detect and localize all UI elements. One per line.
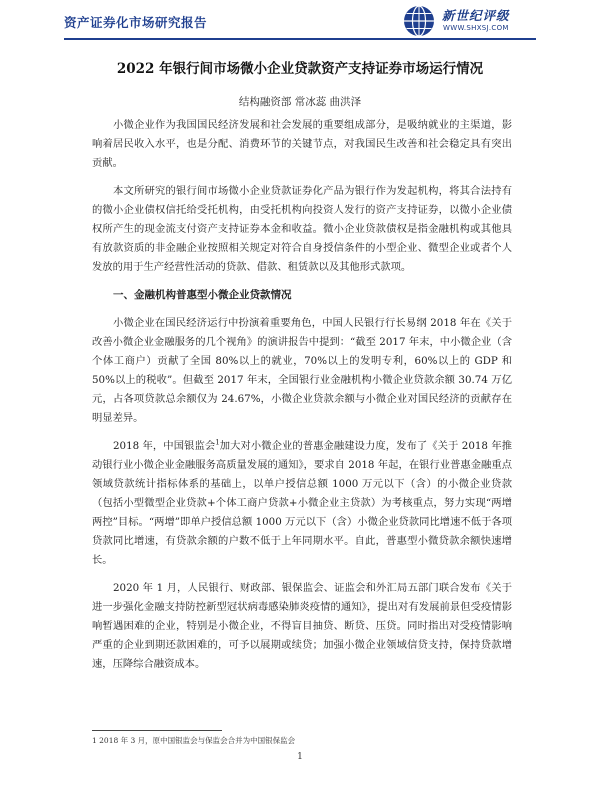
paragraph-scope: 本文所研究的银行间市场微小企业贷款证券化产品为银行作为发起机构，将其合法持有的微小企业债权信托给受托机构，由受托机构向投资人发行的资产支持证券，以微小企业债权所产生的现金流支付资产支持证券本金和收益。微小企业贷款债权是指金融机构或其他具有放款资质的非金融企业按照相关规定对符合自身授信条件的小型企业、微型企业或者个人发放的用于生产经营性活动的贷款、借款、租赁款以及其他形式款项。 xyxy=(92,185,512,273)
footnote-reference[interactable]: 1 xyxy=(215,438,220,447)
document-authors: 结构融资部 常冰蕊 曲洪泽 xyxy=(238,96,362,108)
globe-logo-icon xyxy=(402,4,436,38)
footnote: 1 2018 年 3 月，原中国银监会与保监会合并为中国银保监会 xyxy=(92,736,296,745)
footnote-divider xyxy=(92,730,222,731)
logo-name: 新世纪评级 xyxy=(442,8,510,23)
header-divider xyxy=(64,38,536,40)
logo-url: WWW.SHXSJ.COM xyxy=(443,24,509,32)
paragraph-intro: 小微企业作为我国国民经济发展和社会发展的重要组成部分，是吸纳就业的主渠道，影响着居民收入水平，也是分配、消费环节的关键节点，对我国民生改善和社会稳定具有突出贡献。 xyxy=(92,119,512,169)
paragraph-2020-policy: 2020 年 1 月，人民银行、财政部、银保监会、证监会和外汇局五部门联合发布《关于进一步强化金融支持防控新型冠状病毒感染肺炎疫情的通知》，提出对有发展前景但受疫情影响暂遇困难的企业，特别是小微企业，不得盲目抽贷、断贷、压贷。同时指出对受疫情影响严重的企业到期还款困难的，可予以展期或续贷；加强小微企业领域信贷支持，保持贷款增速，压降综合融资成本。 xyxy=(92,582,512,670)
paragraph-2018-policy xyxy=(92,437,512,570)
paragraph-text: 2018 年，中国银监会 xyxy=(113,440,216,452)
paragraph-text: 加大对小微企业的普惠金融建设力度，发布了《关于 2018 年推动银行业小微企业金融服务高质量发展的通知》，要求自 2018 年起，在银行业普惠金融重点领域贷款统计指标体系的基础上，以单户授信总额 1000 万元以下（含）的小微企业贷款（包括小型微型企业贷款+个体工商户贷款+小微企业主贷款）为考核重点，努力实现“两增两控”目标。“两增”即单户授信总额 1000 万元以下（含）小微企业贷款同比增速不低于各项贷款同比增速，有贷款余额的户数不低于上年同期水平。自此，普惠型小微贷款余额快速增长。 xyxy=(92,440,513,566)
company-logo xyxy=(400,4,530,38)
document-title: 2022 年银行间市场微小企业贷款资产支持证券市场运行情况 xyxy=(116,61,484,77)
page-header xyxy=(0,0,600,44)
page-number: 1 xyxy=(297,752,303,762)
section-heading: 一、金融机构普惠型小微企业贷款情况 xyxy=(113,289,292,301)
report-series-title: 资产证券化市场研究报告 xyxy=(64,15,208,30)
paragraph-section1: 小微企业在国民经济运行中扮演着重要角色，中国人民银行行长易纲 2018 年在《关于改善小微企业金融服务的几个视角》的演讲报告中提到：“截至 2017 年末，中小微企业（含个体工商户）贡献了全国 80%以上的就业，70%以上的发明专利，60%以上的 GDP 和 50%以上的税收”。但截至 2017 年末，全国银行业金融机构小微企业贷款余额 30.74 万亿元，占各项贷款总余额仅为 24.67%，小微企业贷款余额与小微企业对国民经济的贡献存在明显差异。 xyxy=(92,317,512,424)
document-body xyxy=(92,116,512,683)
